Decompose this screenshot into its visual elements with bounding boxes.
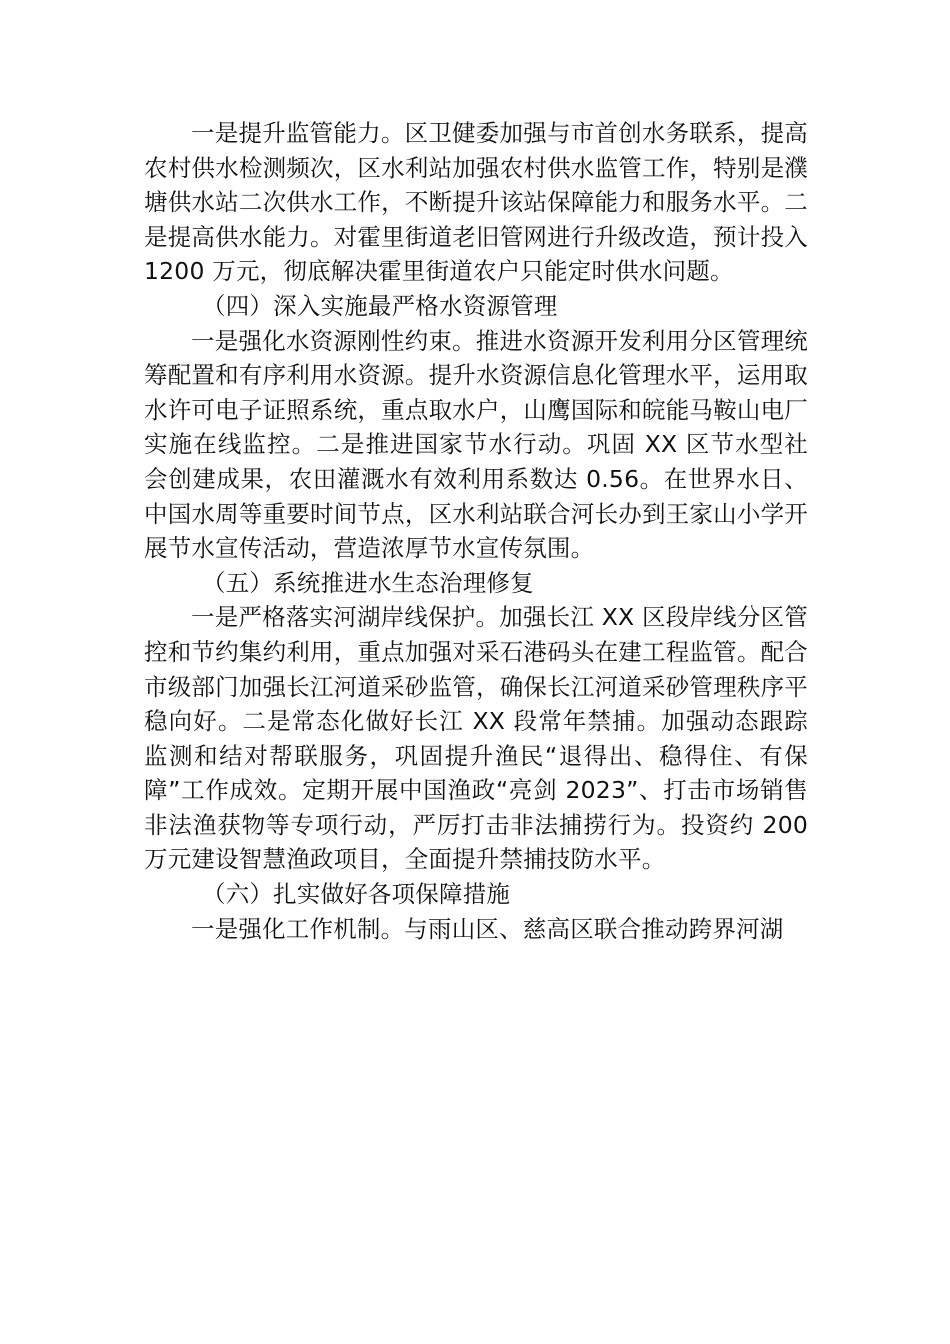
paragraph-mechanism: 一是强化工作机制。与雨山区、慈高区联合推动跨界河湖 [191,914,784,943]
paragraph-water-resources: 一是强化水资源刚性约束。推进水资源开发利用分区管理统筹配置和有序利用水资源。提升水资源信息化管理水平，运用取水许可电子证照系统，重点取水户，山鹰国际和皖能马鞍山电厂实施在线监控。二是推进国家节水行动。巩固 XX 区节水型社会创建成果，农田灌溉水有效利用系数达 0.56。在世界水日、中国水周等重要时间节点，区水利站联合河长办到王家山小学开展节水宣传活动，营造浓厚节水宣传氛围。 [144,326,808,563]
paragraph-ecology: 一是严格落实河湖岸线保护。加强长江 XX 区段岸线分区管控和节约集约利用，重点加强对采石港码头在建工程监管。配合市级部门加强长江河道采砂监管，确保长江河道采砂管理秩序平稳向好。二是常态化做好长江 XX 段常年禁捕。加强动态跟踪监测和结对帮联服务，巩固提升渔民“退得出、稳得住、有保障”工作成效。定期开展中国渔政“亮剑 2023”、打击市场销售非法渔获物等专项行动，严厉打击非法捕捞行为。投资约 200 万元建设智慧渔政项目，全面提升禁捕技防水平。 [144,603,808,874]
section-heading-4: （四）深入实施最严格水资源管理 [202,291,558,320]
section-heading-6: （六）扎实做好各项保障措施 [202,880,511,909]
paragraph-water-supply: 一是提升监管能力。区卫健委加强与市首创水务联系，提高农村供水检测频次，区水利站加强农村供水监管工作，特别是濮塘供水站二次供水工作，不断提升该站保障能力和服务水平。二是提高供水能力。对霍里街道老旧管网进行升级改造，预计投入 1200 万元，彻底解决霍里街道农户只能定时供水问题。 [144,119,808,286]
document-body [144,116,808,946]
section-heading-5: （五）系统推进水生态治理修复 [202,568,534,597]
